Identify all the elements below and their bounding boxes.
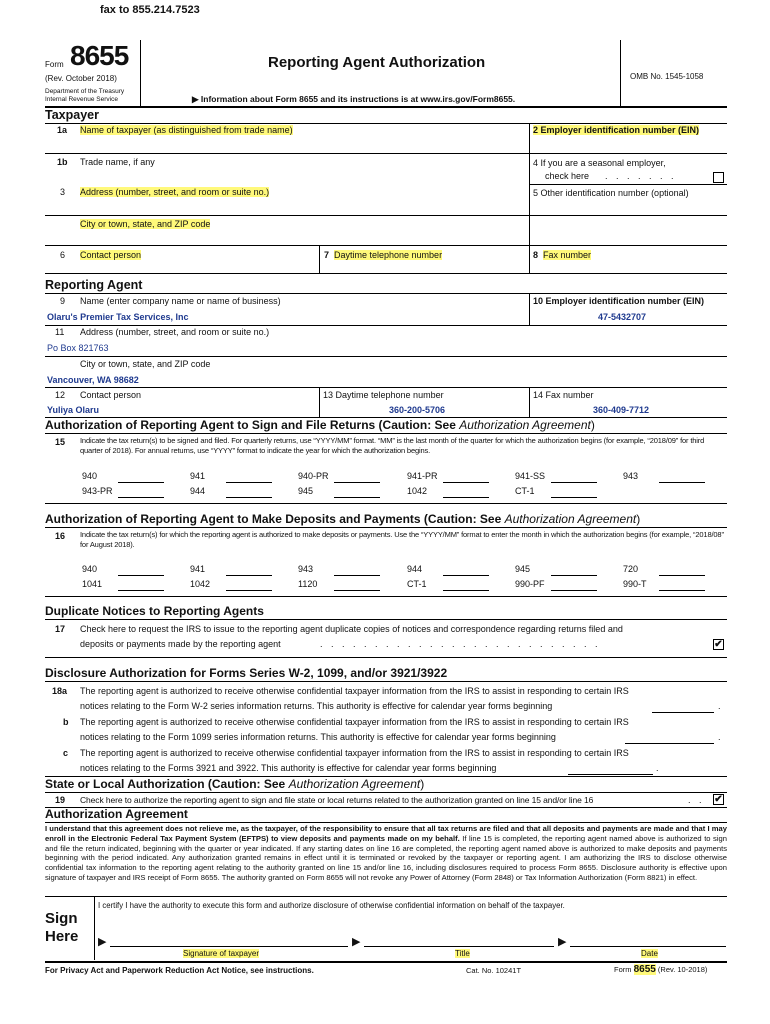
seasonal-check-here: check here: [545, 171, 590, 181]
line-17-text-2: deposits or payments made by the reporting agent: [80, 639, 281, 649]
agent-section-title: Reporting Agent: [45, 278, 143, 292]
dept-line-2: Internal Revenue Service: [45, 96, 118, 103]
line-16-number: 16: [55, 531, 66, 541]
sign-file-return-label: 943-PR: [82, 486, 113, 496]
deposit-return-label: 990-T: [623, 579, 647, 589]
deposit-return-date-field[interactable]: [551, 590, 597, 591]
sign-file-return-label: 944: [190, 486, 206, 496]
w2-year-field[interactable]: [652, 712, 714, 713]
certify-text: I certify I have the authority to execute this form and authorize disclosure of otherwise confidential information on behalf of the taxpayer.: [98, 901, 565, 910]
deposit-return-label: 1041: [82, 579, 103, 589]
footer-form-ref: Form 8655 (Rev. 10-2018): [614, 964, 708, 975]
deposit-return-date-field[interactable]: [226, 590, 272, 591]
sign-file-return-date-field[interactable]: [551, 482, 597, 483]
deposits-section-title: Authorization of Reporting Agent to Make Deposits and Payments (Caution: See Authorization Agreement): [45, 512, 641, 526]
seasonal-employer-checkbox[interactable]: [713, 172, 724, 183]
fax-header: fax to 855.214.7523: [100, 4, 200, 16]
duplicate-notices-checkbox[interactable]: ✔: [714, 639, 723, 650]
deposit-return-date-field[interactable]: [226, 575, 272, 576]
form-number: 8655: [70, 40, 129, 71]
deposit-return-date-field[interactable]: [334, 590, 380, 591]
line-18a-number: 18a: [52, 686, 68, 696]
line-15-instructions: Indicate the tax return(s) to be signed and filed. For quarterly returns, use “YYYY/MM” format. “MM” is the last month of the quarter for which the authorization begins (for example, “2018/09” for third quarter of 2018). For annual returns, use “YYYY” format to indicate the year for which the authorization begins.: [80, 436, 705, 455]
agent-contact-value[interactable]: Yuliya Olaru: [47, 405, 100, 415]
sign-file-return-date-field[interactable]: [118, 497, 164, 498]
deposit-return-label: 941: [190, 564, 206, 574]
sign-file-return-date-field[interactable]: [334, 497, 380, 498]
sign-here-label: Sign Here: [45, 910, 79, 945]
line-12-number: 12: [55, 390, 66, 400]
line-16-instructions: Indicate the tax return(s) for which the reporting agent is authorized to make deposits or payments. Use the “YYYY/MM” format to enter the month in which the authorization begins (for example, “2018/08” for August 2018).: [80, 530, 724, 549]
state-section-title: State or Local Authorization (Caution: See Authorization Agreement): [45, 777, 425, 791]
other-id-label[interactable]: 5 Other identification number (optional): [533, 188, 689, 198]
line-6-number: 6: [60, 250, 66, 260]
sign-file-return-date-field[interactable]: [118, 482, 164, 483]
agent-contact-label: Contact person: [80, 390, 142, 400]
line-18c-text-1: The reporting agent is authorized to receive otherwise confidential taxpayer information from the IRS to assist in responding to certain IRS: [80, 748, 629, 758]
line-18b-text-1: The reporting agent is authorized to receive otherwise confidential taxpayer information from the IRS to assist in responding to certain IRS: [80, 717, 629, 727]
disclosure-section-title: Disclosure Authorization for Forms Series W-2, 1099, and/or 3921/3922: [45, 666, 448, 680]
sign-file-return-date-field[interactable]: [443, 482, 489, 483]
agent-fax-value[interactable]: 360-409-7712: [593, 405, 650, 415]
agent-ein-label: 10 Employer identification number (EIN): [533, 296, 705, 306]
deposit-return-date-field[interactable]: [334, 575, 380, 576]
info-line: ▶ Information about Form 8655 and its instructions is at www.irs.gov/Form8655.: [192, 94, 516, 104]
sign-file-return-label: 1042: [407, 486, 428, 496]
line-18b-period: .: [718, 732, 721, 742]
deposit-return-date-field[interactable]: [551, 575, 597, 576]
agent-city-label: City or town, state, and ZIP code: [80, 359, 211, 369]
dept-line-1: Department of the Treasury: [45, 88, 125, 95]
line-1b-number: 1b: [57, 157, 68, 167]
taxpayer-fax-label[interactable]: Fax number: [543, 250, 592, 260]
duplicate-section-title: Duplicate Notices to Reporting Agents: [45, 604, 264, 618]
agreement-section-title: Authorization Agreement: [45, 807, 188, 821]
taxpayer-contact-label[interactable]: Contact person: [80, 250, 142, 260]
agent-phone-label: 13 Daytime telephone number: [323, 390, 444, 400]
taxpayer-section-title: Taxpayer: [45, 108, 99, 122]
line-18a-text-2: notices relating to the Form W-2 series information returns. This authority is effective for calendar year forms beginning: [80, 701, 553, 711]
sign-file-return-date-field[interactable]: [443, 497, 489, 498]
line-18c-text-2: notices relating to the Forms 3921 and 3922. This authority is effective for calendar year forms beginning: [80, 763, 497, 773]
line-9-number: 9: [60, 296, 66, 306]
deposit-return-date-field[interactable]: [443, 575, 489, 576]
line-17-dots: . . . . . . . . . . . . . . . . . . . . . . . . . .: [320, 639, 601, 649]
deposit-return-date-field[interactable]: [443, 590, 489, 591]
privacy-notice: For Privacy Act and Paperwork Reduction Act Notice, see instructions.: [45, 966, 314, 975]
sign-file-return-label: 943: [623, 471, 639, 481]
deposit-return-label: 944: [407, 564, 423, 574]
deposit-return-label: 1120: [298, 579, 318, 589]
taxpayer-address-label[interactable]: Address (number, street, and room or suite no.): [80, 187, 270, 197]
taxpayer-phone-label[interactable]: Daytime telephone number: [334, 250, 443, 260]
signature-arrow: ▶: [98, 936, 107, 948]
title-label: Title: [455, 949, 470, 958]
sign-file-return-label: 941: [190, 471, 206, 481]
form-word: Form: [45, 60, 64, 69]
line-15-number: 15: [55, 437, 66, 447]
sign-file-return-label: 945: [298, 486, 314, 496]
taxpayer-ein-label[interactable]: 2 Employer identification number (EIN): [533, 125, 700, 135]
agent-address-value[interactable]: Po Box 821763: [47, 343, 109, 353]
sign-file-return-date-field[interactable]: [659, 482, 705, 483]
deposit-return-label: 940: [82, 564, 98, 574]
line-19-dots: . .: [688, 795, 705, 805]
sign-file-return-label: 940: [82, 471, 98, 481]
agreement-paragraph: I understand that this agreement does not relieve me, as the taxpayer, of the responsibility to ensure that all tax returns are filed and that all deposits and payments are made and that I may enroll in the Electronic Federal Tax Payment System (EFTPS) to view deposits and payments made on my behalf. If line 15 is completed, the reporting agent named above is authorized to sign and file the return indicated, beginning with the quarter or year indicated. If any starting dates on line 16 are completed, the reporting agent named above is authorized to make deposits and payments beginning with the period indicated. Any authorization granted remains in effect until it is terminated or revoked by the taxpayer or reporting agent. I am authorizing the IRS to disclose otherwise confidential tax information to the reporting agent relating to the authority granted on line 15 and/or line 16, including disclosures required to process Form 8655. Disclosure authority is effective upon signature of taxpayer and IRS receipt of Form 8655. The authority granted on Form 8655 will not revoke any Power of Attorney (Form 2848) or Tax Information Authorization (Form 8821) in effect.: [45, 824, 727, 882]
sign-file-return-date-field[interactable]: [334, 482, 380, 483]
signature-label: Signature of taxpayer: [183, 949, 260, 958]
agent-phone-value[interactable]: 360-200-5706: [389, 405, 446, 415]
sign-file-return-date-field[interactable]: [226, 497, 272, 498]
3921-year-field[interactable]: [568, 774, 653, 775]
form-title: Reporting Agent Authorization: [268, 54, 486, 71]
1099-year-field[interactable]: [625, 743, 714, 744]
sign-file-return-label: CT-1: [515, 486, 535, 496]
taxpayer-name-label[interactable]: Name of taxpayer (as distinguished from trade name): [80, 125, 293, 135]
state-local-checkbox[interactable]: ✔: [714, 794, 723, 805]
date-field[interactable]: [570, 946, 726, 947]
deposit-return-date-field[interactable]: [659, 575, 705, 576]
line-18b-text-2: notices relating to the Form 1099 series information returns. This authority is effective for calendar year forms beginning: [80, 732, 556, 742]
deposit-return-label: CT-1: [407, 579, 427, 589]
taxpayer-city-label[interactable]: City or town, state, and ZIP code: [80, 219, 211, 229]
line-18a-period: .: [718, 701, 721, 711]
agent-name-label: Name (enter company name or name of business): [80, 296, 281, 306]
deposit-return-label: 990-PF: [515, 579, 545, 589]
omb-number: OMB No. 1545-1058: [630, 72, 704, 81]
deposit-return-label: 1042: [190, 579, 211, 589]
line-18a-text-1: The reporting agent is authorized to receive otherwise confidential taxpayer information from the IRS to assist in responding to certain IRS: [80, 686, 629, 696]
line-19-number: 19: [55, 795, 66, 805]
date-label: Date: [641, 949, 658, 958]
agent-name-value[interactable]: Olaru's Premier Tax Services, Inc: [47, 312, 189, 322]
seasonal-dots: . . . . . . .: [605, 171, 677, 181]
deposit-return-date-field[interactable]: [118, 590, 164, 591]
line-18b-number: b: [63, 717, 69, 727]
deposit-return-label: 720: [623, 564, 639, 574]
agent-address-label: Address (number, street, and room or suite no.): [80, 327, 270, 337]
deposit-return-label: 943: [298, 564, 314, 574]
sign-file-section-title: Authorization of Reporting Agent to Sign and File Returns (Caution: See Authorization Agreement): [45, 418, 595, 432]
signature-field[interactable]: [110, 946, 348, 947]
sign-file-return-date-field[interactable]: [551, 497, 597, 498]
deposit-return-date-field[interactable]: [659, 590, 705, 591]
line-17-number: 17: [55, 624, 66, 634]
agent-ein-value[interactable]: 47-5432707: [598, 312, 647, 322]
sign-file-return-label: 941-PR: [407, 471, 438, 481]
line-1a-number: 1a: [57, 125, 68, 135]
line-18c-period: .: [656, 763, 659, 773]
line-18c-number: c: [63, 748, 69, 758]
title-field[interactable]: [364, 946, 554, 947]
line-3-number: 3: [60, 187, 66, 197]
line-19-text: Check here to authorize the reporting agent to sign and file state or local returns related to the authorization granted on line 15 and/or line 16: [80, 795, 594, 805]
agent-fax-label: 14 Fax number: [533, 390, 594, 400]
sign-file-return-date-field[interactable]: [226, 482, 272, 483]
trade-name-label[interactable]: Trade name, if any: [80, 157, 155, 167]
deposit-return-label: 945: [515, 564, 531, 574]
deposit-return-date-field[interactable]: [118, 575, 164, 576]
form-revision: (Rev. October 2018): [45, 74, 117, 83]
line-7-number: 7: [324, 250, 330, 260]
sign-file-return-label: 940-PR: [298, 471, 329, 481]
sign-file-return-label: 941-SS: [515, 471, 546, 481]
catalog-number: Cat. No. 10241T: [466, 966, 522, 975]
date-arrow: ▶: [558, 936, 567, 948]
line-8-number: 8: [533, 250, 539, 260]
title-arrow: ▶: [352, 936, 361, 948]
line-11-number: 11: [55, 327, 65, 337]
agent-city-value[interactable]: Vancouver, WA 98682: [47, 375, 139, 385]
seasonal-employer-label: 4 If you are a seasonal employer,: [533, 158, 666, 168]
line-17-text-1: Check here to request the IRS to issue to the reporting agent duplicate copies of notices and correspondence regarding returns filed and: [80, 624, 623, 634]
